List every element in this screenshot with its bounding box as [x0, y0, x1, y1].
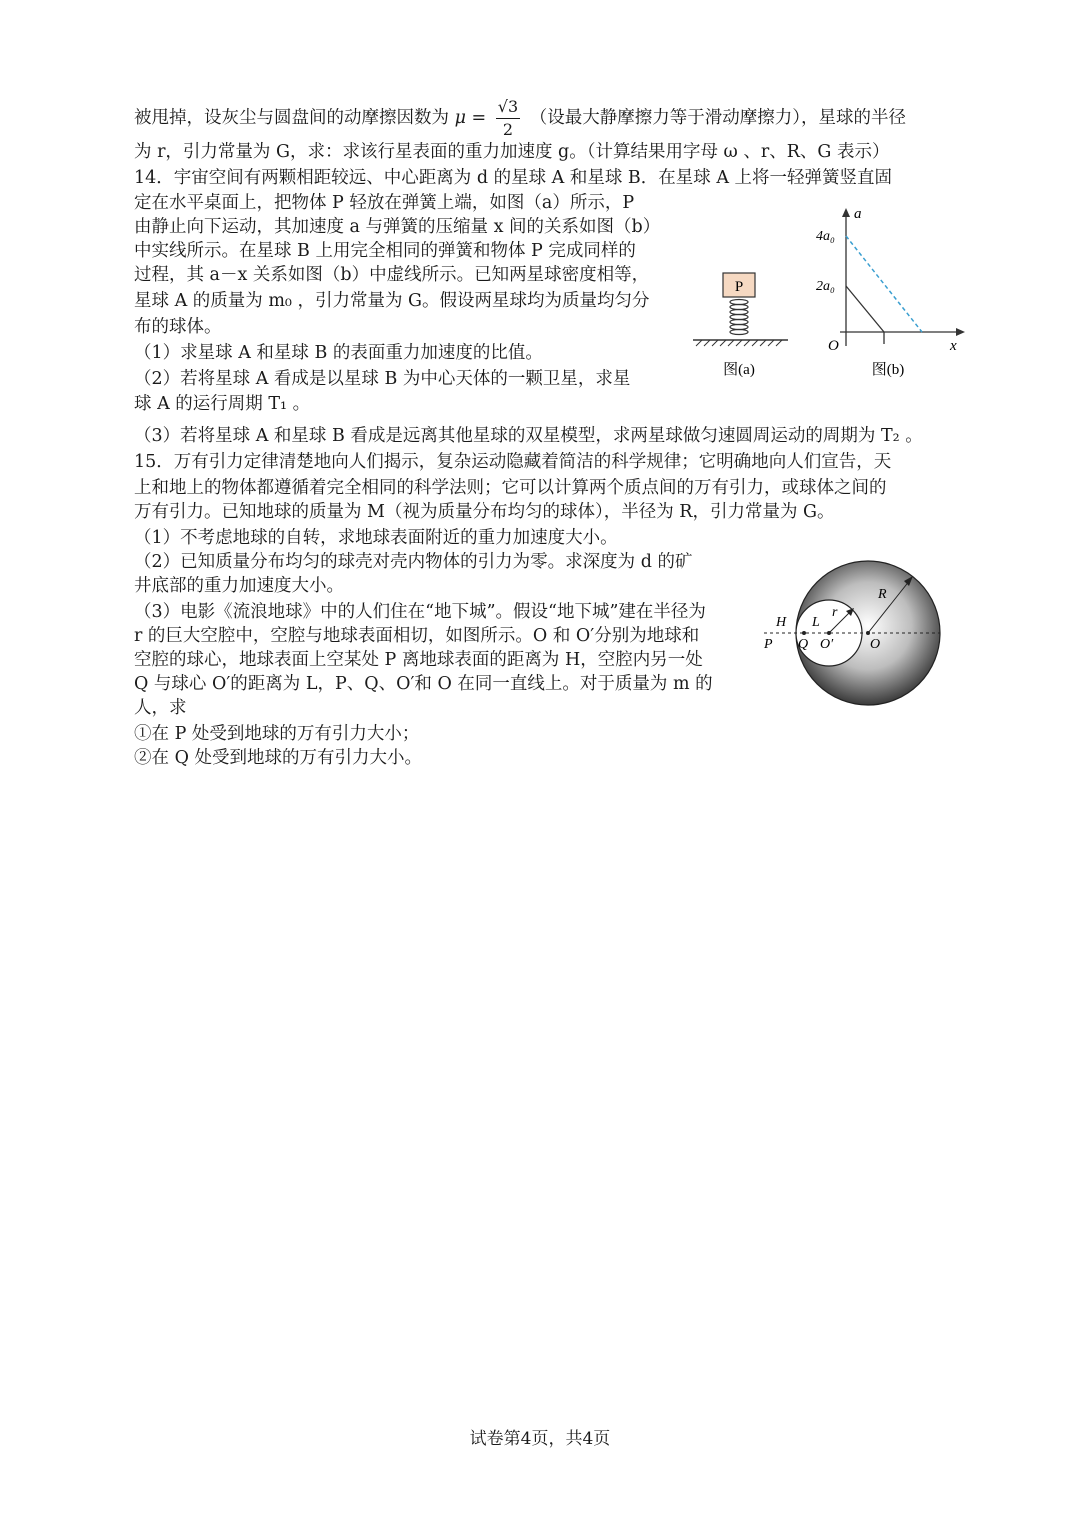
label-L: L [812, 615, 820, 630]
label-O-prime: O′ [820, 637, 834, 652]
q14-sub2a: （2）若将星球 A 看成是以星球 B 为中心天体的一颗卫星，求星 [134, 369, 631, 389]
tick-4a0: 4a₀ [816, 229, 835, 244]
q15-sub3d: Q 与球心 O′的距离为 L，P、Q、O′和 O 在同一直线上。对于质量为 m 的 [134, 674, 713, 694]
x-axis-label: x [950, 338, 957, 354]
label-O: O [870, 637, 881, 652]
figure-earth-cavity [760, 560, 950, 710]
q15-sub3a: （3）电影《流浪地球》中的人们住在“地下城”。假设“地下城”建在半径为 [134, 602, 706, 622]
q15-sub1: （1）不考虑地球的自转，求地球表面附近的重力加速度大小。 [134, 528, 618, 548]
label-P: P [764, 637, 773, 652]
figure-b-caption: 图(b) [871, 362, 905, 378]
q14-line7: 布的球体。 [134, 317, 222, 337]
q14-sub1: （1）求星球 A 和星球 B 的表面重力加速度的比值。 [134, 343, 543, 363]
q15-line3: 万有引力。已知地球的质量为 M（视为质量分布均匀的球体），半径为 R，引力常量为 G。 [134, 502, 835, 522]
mu-symbol: μ = [454, 108, 487, 128]
y-axis-label: a [854, 206, 862, 222]
spring-icon [730, 300, 748, 335]
solid-line-planet-a [846, 286, 884, 332]
q15-sub3e: 人，求 [134, 698, 187, 718]
q14-line3: 由静止向下运动，其加速度 a 与弹簧的压缩量 x 间的关系如图（b） [134, 217, 661, 237]
point-q [802, 631, 806, 635]
q15-item1: ①在 P 处受到地球的万有引力大小； [134, 724, 420, 744]
figure-a-caption: 图(a) [723, 362, 755, 378]
page-footer: 试卷第4页，共4页 [469, 1429, 611, 1449]
q13-text-a: 被甩掉，设灰尘与圆盘间的动摩擦因数为 [134, 108, 449, 128]
q15-line1: 15．万有引力定律清楚地向人们揭示，复杂运动隐藏着简洁的科学规律；它明确地向人们宣告，天 [134, 452, 892, 472]
label-Q: Q [798, 637, 809, 652]
q14-line6: 星球 A 的质量为 m₀ ，引力常量为 G。假设两星球均为质量均匀分 [134, 291, 650, 311]
q15-sub3c: 空腔的球心，地球表面上空某处 P 离地球表面的距离为 H，空腔内另一处 [134, 650, 703, 670]
q14-line5: 过程，其 a－x 关系如图（b）中虚线所示。已知两星球密度相等， [134, 265, 650, 285]
q15-line2: 上和地上的物体都遵循着完全相同的科学法则；它可以计算两个质点间的万有引力，或球体之间的 [134, 478, 887, 498]
q14-line4: 中实线所示。在星球 B 上用完全相同的弹簧和物体 P 完成同样的 [134, 241, 636, 261]
label-r: r [832, 605, 838, 620]
point-o [866, 631, 870, 635]
x-axis-arrow [956, 328, 965, 336]
q14-sub2b: 球 A 的运行周期 T₁ 。 [134, 394, 311, 414]
fraction-denominator: 2 [502, 120, 514, 139]
q14-line1: 14．宇宙空间有两颗相距较远、中心距离为 d 的星球 A 和星球 B．在星球 A 上将一轻弹簧竖直固 [134, 168, 893, 188]
q15-sub3b: r 的巨大空腔中，空腔与地球表面相切，如图所示。O 和 O′分别为地球和 [134, 626, 700, 646]
q13-line2: 为 r，引力常量为 G，求：求该行星表面的重力加速度 g。（计算结果用字母 ω 、r、R、G 表示） [134, 142, 890, 162]
label-R: R [878, 587, 887, 602]
q13-line1 [134, 96, 949, 141]
dashed-line-planet-b [846, 236, 922, 332]
q15-sub2b: 井底部的重力加速度大小。 [134, 576, 344, 596]
q15-item2: ②在 Q 处受到地球的万有引力大小。 [134, 748, 422, 768]
q13-text-b: （设最大静摩擦力等于滑动摩擦力），星球的半径 [529, 108, 906, 128]
q15-sub2a: （2）已知质量分布均匀的球壳对壳内物体的引力为零。求深度为 d 的矿 [134, 552, 693, 572]
q14-sub3: （3）若将星球 A 和星球 B 看成是远离其他星球的双星模型，求两星球做匀速圆周运动的周期为 T₂ 。 [134, 426, 923, 446]
q14-line2: 定在水平桌面上，把物体 P 轻放在弹簧上端，如图（a）所示，P [134, 193, 635, 213]
sqrt3-over-2-fraction [496, 96, 520, 141]
block-p-label: P [734, 279, 744, 295]
table-hatching [696, 340, 782, 346]
fraction-numerator: √3 [496, 96, 520, 119]
figure-a-spring [688, 268, 798, 383]
tick-2a0: 2a₀ [816, 279, 835, 294]
figure-b-graph [810, 204, 970, 384]
point-o-prime [827, 631, 831, 635]
origin-label: O [828, 338, 839, 354]
y-axis-arrow [842, 208, 850, 217]
label-H: H [776, 615, 787, 630]
